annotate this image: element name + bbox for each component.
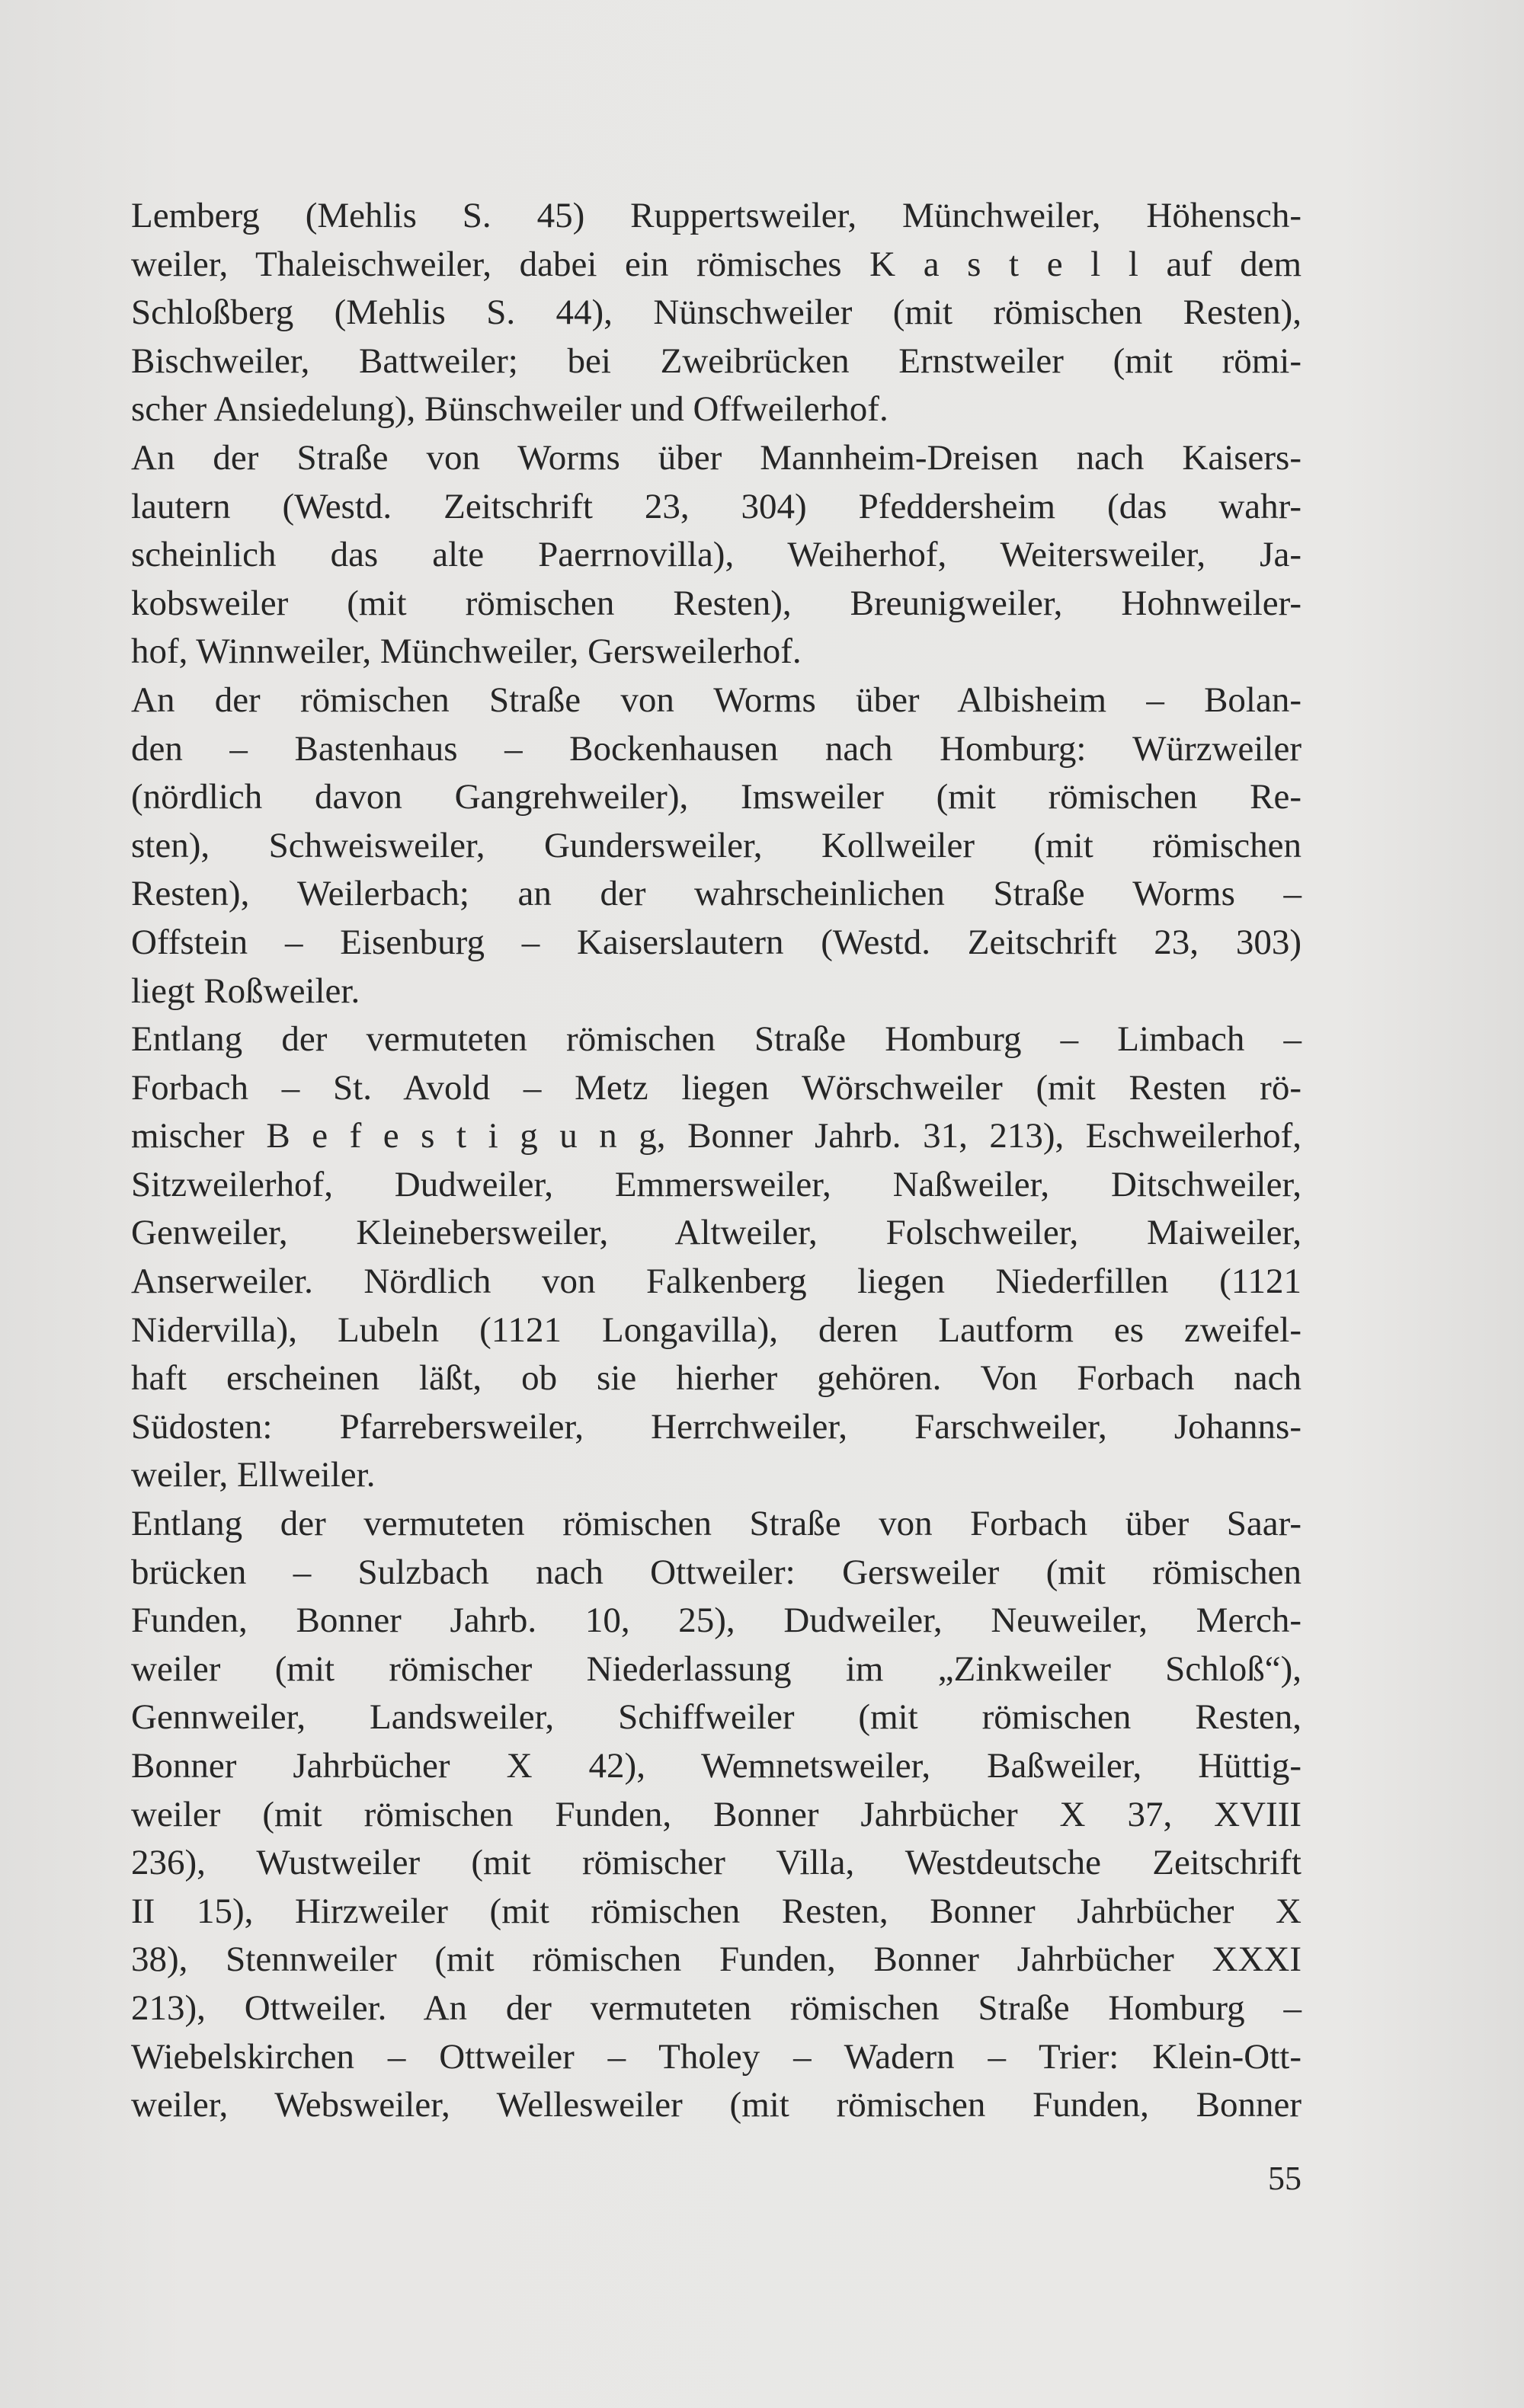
text-line: Entlang der vermuteten römischen Straße von Forbach über Saar- [131, 1504, 1301, 1544]
text-line: weiler, Ellweiler. [131, 1455, 376, 1495]
text-line: weiler, Websweiler, Wellesweiler (mit römischen Funden, Bonner [131, 2085, 1301, 2125]
text-line: II 15), Hirzweiler (mit römischen Resten, Bonner Jahrbücher X [131, 1891, 1301, 1931]
text-line: Funden, Bonner Jahrb. 10, 25), Dudweiler, Neuweiler, Merch- [131, 1601, 1301, 1641]
text-line: Lemberg (Mehlis S. 45) Ruppertsweiler, Münchweiler, Höhensch- [131, 196, 1301, 235]
text-line: kobsweiler (mit römischen Resten), Breunigweiler, Hohnweiler- [131, 583, 1301, 623]
text-line: Offstein – Eisenburg – Kaiserslautern (Westd. Zeitschrift 23, 303) [131, 922, 1301, 962]
text-line: weiler (mit römischer Niederlassung im „Zinkweiler Schloß“), [131, 1649, 1301, 1689]
text-line: weiler (mit römischen Funden, Bonner Jahrbücher X 37, XVIII [131, 1794, 1301, 1834]
text-line: Entlang der vermuteten römischen Straße Homburg – Limbach – [131, 1019, 1301, 1060]
text-line: Südosten: Pfarrebersweiler, Herrchweiler, Farschweiler, Johanns- [131, 1406, 1301, 1447]
text-line: 213), Ottweiler. An der vermuteten römischen Straße Homburg – [131, 1987, 1301, 2028]
text-line: liegt Roßweiler. [131, 971, 360, 1011]
text-line: Nidervilla), Lubeln (1121 Longavilla), deren Lautform es zweifel- [131, 1310, 1301, 1350]
text-line: Bischweiler, Battweiler; bei Zweibrücken Ernstweiler (mit römi- [131, 341, 1301, 381]
text-line: hof, Winnweiler, Münchweiler, Gersweilerhof. [131, 632, 802, 672]
text-line: Anserweiler. Nördlich von Falkenberg liegen Niederfillen (1121 [131, 1262, 1301, 1302]
text-line: Wiebelskirchen – Ottweiler – Tholey – Wadern – Trier: Klein-Ott- [131, 2036, 1301, 2077]
text-line: Gennweiler, Landsweiler, Schiffweiler (mit römischen Resten, [131, 1697, 1301, 1738]
text-line: 38), Stennweiler (mit römischen Funden, Bonner Jahrbücher XXXI [131, 1940, 1301, 1980]
text-line: scher Ansiedelung), Bünschweiler und Offweilerhof. [131, 389, 888, 430]
text-line: Genweiler, Kleinebersweiler, Altweiler, Folschweiler, Maiweiler, [131, 1213, 1301, 1253]
text-line: Sitzweilerhof, Dudweiler, Emmersweiler, Naßweiler, Ditschweiler, [131, 1164, 1301, 1204]
text-line: den – Bastenhaus – Bockenhausen nach Homburg: Würzweiler [131, 728, 1301, 769]
text-line: 236), Wustweiler (mit römischer Villa, Westdeutsche Zeitschrift [131, 1843, 1301, 1883]
body-text [131, 192, 1301, 2130]
page-number: 55 [1268, 2160, 1301, 2197]
text-line: lautern (Westd. Zeitschrift 23, 304) Pfeddersheim (das wahr- [131, 486, 1301, 526]
text-line: Forbach – St. Avold – Metz liegen Wörschweiler (mit Resten rö- [131, 1067, 1301, 1108]
text-line: sten), Schweisweiler, Gundersweiler, Kollweiler (mit römischen [131, 825, 1301, 865]
text-line: mischer B e f e s t i g u n g, Bonner Jahrb. 31, 213), Eschweilerhof, [131, 1116, 1301, 1156]
text-line: Schloßberg (Mehlis S. 44), Nünschweiler (mit römischen Resten), [131, 293, 1301, 333]
text-line: Bonner Jahrbücher X 42), Wemnetsweiler, Baßweiler, Hüttig- [131, 1746, 1301, 1786]
text-line: Resten), Weilerbach; an der wahrscheinlichen Straße Worms – [131, 874, 1301, 914]
text-line: An der römischen Straße von Worms über Albisheim – Bolan- [131, 680, 1301, 720]
text-line: brücken – Sulzbach nach Ottweiler: Gersweiler (mit römischen [131, 1552, 1301, 1592]
text-line: haft erscheinen läßt, ob sie hierher gehören. Von Forbach nach [131, 1358, 1301, 1399]
text-line: An der Straße von Worms über Mannheim-Dreisen nach Kaisers- [131, 437, 1301, 478]
text-line: scheinlich das alte Paerrnovilla), Weiherhof, Weitersweiler, Ja- [131, 535, 1301, 575]
text-line: weiler, Thaleischweiler, dabei ein römisches K a s t e l l auf dem [131, 244, 1301, 284]
text-line: (nördlich davon Gangrehweiler), Imsweiler (mit römischen Re- [131, 777, 1301, 817]
